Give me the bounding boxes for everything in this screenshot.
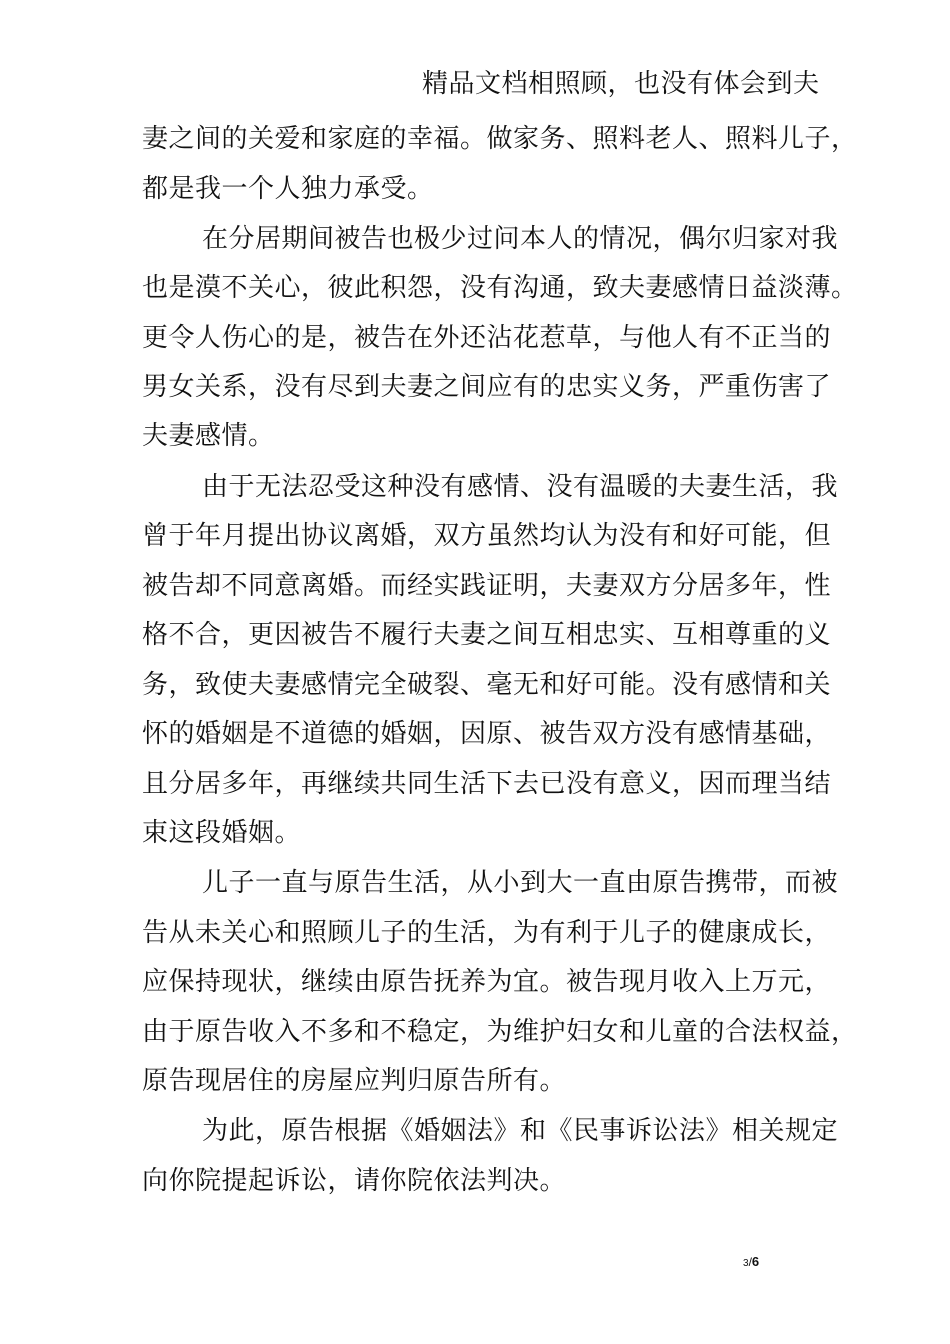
text-line: 格不合，更因被告不履行夫妻之间互相忠实、互相尊重的义 bbox=[142, 620, 832, 650]
text-line: 曾于年月提出协议离婚，双方虽然均认为没有和好可能，但 bbox=[142, 521, 832, 551]
text-line: 妻之间的关爱和家庭的幸福。做家务、照料老人、照料儿子， bbox=[142, 124, 858, 154]
header-line: 精品文档相照顾，也没有体会到夫 bbox=[422, 69, 820, 99]
page-number bbox=[743, 1255, 759, 1271]
text-line: 在分居期间被告也极少过问本人的情况，偶尔归家对我 bbox=[202, 224, 839, 254]
text-line: 怀的婚姻是不道德的婚姻，因原、被告双方没有感情基础， bbox=[142, 719, 832, 749]
text-line: 应保持现状，继续由原告抚养为宜。被告现月收入上万元， bbox=[142, 967, 832, 997]
text-line: 男女关系，没有尽到夫妻之间应有的忠实义务，严重伤害了 bbox=[142, 372, 832, 402]
text-line: 都是我一个人独力承受。 bbox=[142, 174, 434, 204]
text-line: 束这段婚姻。 bbox=[142, 818, 302, 848]
page-current: 3 bbox=[743, 1258, 749, 1269]
page-total: 6 bbox=[751, 1254, 760, 1269]
text-line: 原告现居住的房屋应判归原告所有。 bbox=[142, 1066, 567, 1096]
text-line: 向你院提起诉讼，请你院依法判决。 bbox=[142, 1166, 567, 1196]
page-separator: / bbox=[748, 1255, 752, 1269]
text-line: 由于无法忍受这种没有感情、没有温暖的夫妻生活，我 bbox=[202, 472, 839, 502]
text-line: 也是漠不关心，彼此积怨，没有沟通，致夫妻感情日益淡薄。 bbox=[142, 273, 858, 303]
text-line: 为此，原告根据《婚姻法》和《民事诉讼法》相关规定 bbox=[202, 1116, 839, 1146]
text-line: 夫妻感情。 bbox=[142, 421, 275, 451]
text-line: 儿子一直与原告生活，从小到大一直由原告携带，而被 bbox=[202, 868, 839, 898]
text-line: 务，致使夫妻感情完全破裂、毫无和好可能。没有感情和关 bbox=[142, 670, 832, 700]
text-line: 由于原告收入不多和不稳定，为维护妇女和儿童的合法权益， bbox=[142, 1017, 858, 1047]
text-line: 告从未关心和照顾儿子的生活，为有利于儿子的健康成长， bbox=[142, 918, 832, 948]
text-line: 且分居多年，再继续共同生活下去已没有意义，因而理当结 bbox=[142, 769, 832, 799]
text-line: 被告却不同意离婚。而经实践证明，夫妻双方分居多年，性 bbox=[142, 571, 832, 601]
text-line: 更令人伤心的是，被告在外还沾花惹草，与他人有不正当的 bbox=[142, 323, 832, 353]
